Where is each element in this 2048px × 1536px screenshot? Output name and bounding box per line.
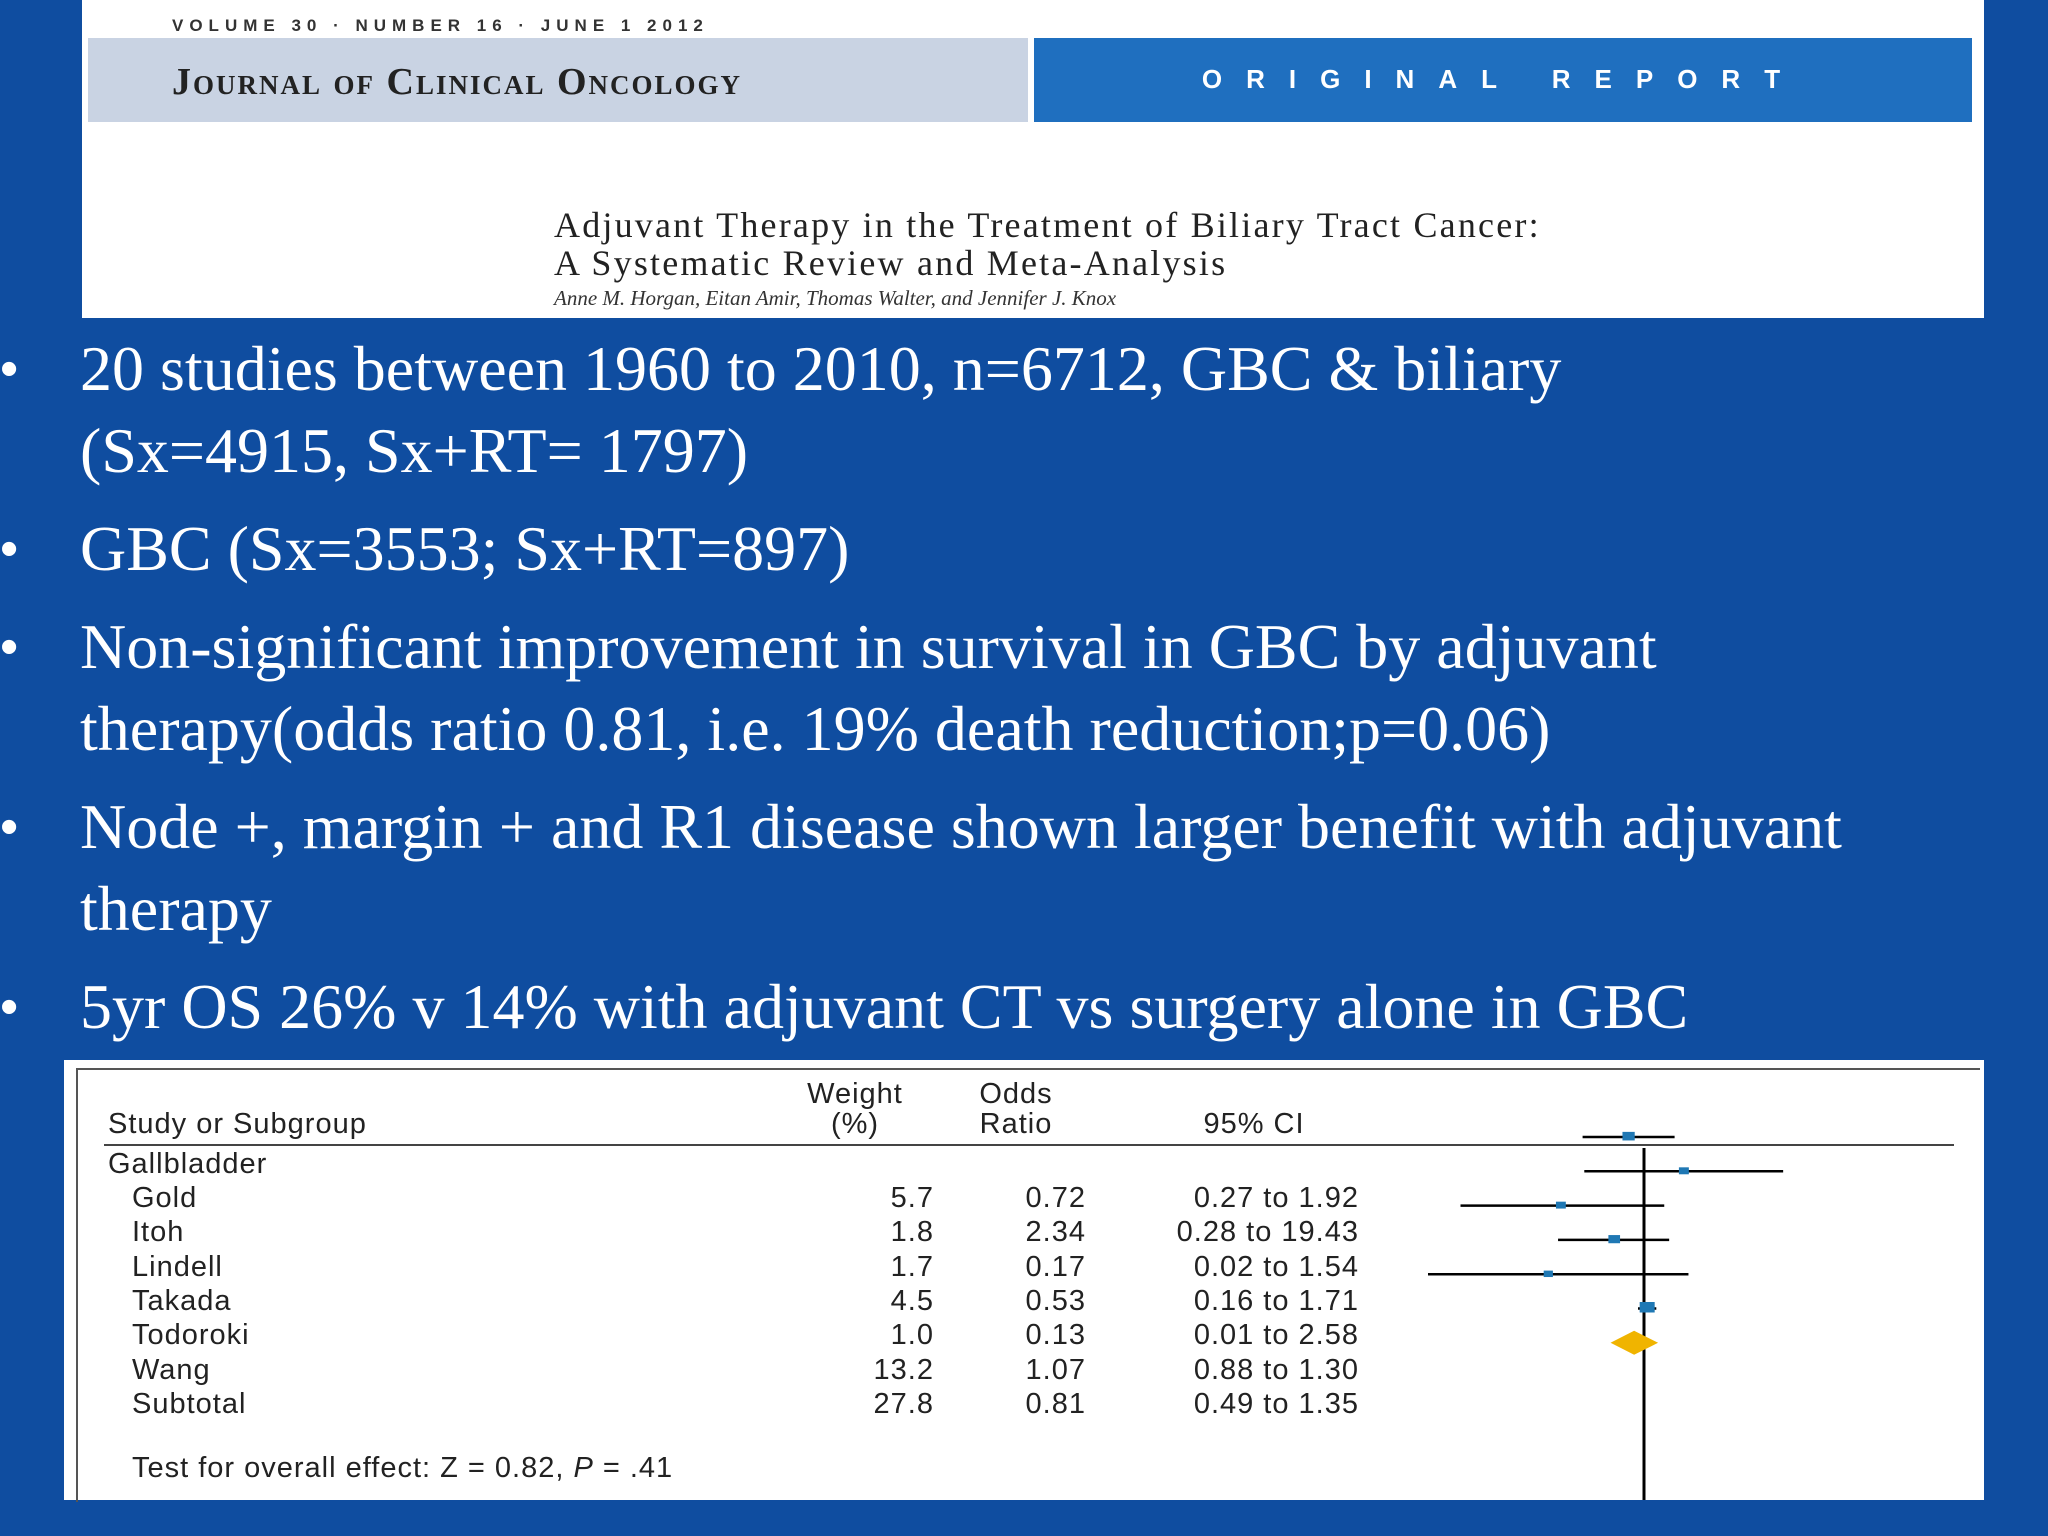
report-type-box xyxy=(1034,38,1972,122)
journal-volume-info: VOLUME 30 · NUMBER 16 · JUNE 1 2012 xyxy=(172,16,709,35)
row-weight: 27.8 xyxy=(873,1387,934,1420)
row-weight: 1.8 xyxy=(890,1216,934,1249)
row-study: Subtotal xyxy=(132,1387,247,1420)
report-type-label: ORIGINAL REPORT xyxy=(1201,64,1805,94)
bullet-item xyxy=(0,786,2048,950)
row-weight: 1.7 xyxy=(890,1250,934,1283)
row-study: Todoroki xyxy=(132,1319,250,1352)
row-odds-ratio: 0.53 xyxy=(1025,1284,1086,1317)
point-estimate-square xyxy=(1556,1202,1566,1209)
row-ci: 0.88 to 1.30 xyxy=(1193,1353,1359,1386)
bullet-icon: • xyxy=(0,618,19,676)
header-weight-line-1: Weight xyxy=(807,1078,903,1110)
row-odds-ratio: 0.72 xyxy=(1025,1182,1086,1214)
bullet-list xyxy=(0,328,2048,1064)
forest-plot-image xyxy=(64,1060,1984,1500)
bullet-item xyxy=(0,966,2048,1048)
bullet-icon: • xyxy=(0,978,19,1036)
bullet-text-line-1: Node +, margin + and R1 disease shown larger benefit with adjuvant xyxy=(80,791,1842,862)
article-title-line-1: Adjuvant Therapy in the Treatment of Biliary Tract Cancer: xyxy=(554,205,1541,245)
row-study: Takada xyxy=(132,1284,232,1317)
bullet-text-line-1: Non-significant improvement in survival in GBC by adjuvant xyxy=(80,611,1657,682)
bullet-item xyxy=(0,328,2048,492)
journal-name-box xyxy=(88,38,1028,122)
journal-band xyxy=(88,38,1972,122)
point-estimate-square xyxy=(1608,1235,1620,1243)
row-ci: 0.01 to 2.58 xyxy=(1193,1319,1359,1352)
row-odds-ratio: 1.07 xyxy=(1025,1353,1086,1386)
header-odds-ratio-line-2: Ratio xyxy=(979,1108,1053,1140)
article-authors: Anne M. Horgan, Eitan Amir, Thomas Walter, and Jennifer J. Knox xyxy=(554,286,1117,310)
header-odds-ratio-line-1: Odds xyxy=(979,1078,1053,1110)
point-estimate-square xyxy=(1544,1271,1553,1277)
group-label: Gallbladder xyxy=(108,1148,268,1180)
bullet-icon: • xyxy=(0,340,19,398)
row-odds-ratio: 0.17 xyxy=(1025,1250,1086,1283)
row-ci: 0.49 to 1.35 xyxy=(1193,1387,1359,1420)
row-ci: 0.28 to 19.43 xyxy=(1176,1216,1359,1249)
bullet-item xyxy=(0,606,2048,770)
bullet-item xyxy=(0,508,2048,590)
row-study: Itoh xyxy=(132,1216,185,1249)
row-weight: 1.0 xyxy=(890,1319,934,1352)
article-title-line-2: A Systematic Review and Meta-Analysis xyxy=(554,243,1228,283)
article-title xyxy=(554,206,1974,282)
journal-header-image xyxy=(82,0,1984,318)
point-estimate-square xyxy=(1622,1132,1634,1141)
row-study: Lindell xyxy=(132,1250,223,1283)
row-odds-ratio: 2.34 xyxy=(1025,1216,1086,1249)
row-odds-ratio: 0.13 xyxy=(1025,1319,1086,1352)
bullet-text-line-2: therapy(odds ratio 0.81, i.e. 19% death reduction;p=0.06) xyxy=(80,693,1551,764)
bullet-text-line-1: 5yr OS 26% v 14% with adjuvant CT vs surgery alone in GBC xyxy=(80,971,1689,1042)
bullet-text-line-1: GBC (Sx=3553; Sx+RT=897) xyxy=(80,513,850,584)
header-ci: 95% CI xyxy=(1203,1108,1305,1140)
row-weight: 13.2 xyxy=(873,1353,934,1386)
row-ci: 0.02 to 1.54 xyxy=(1193,1250,1359,1283)
header-study: Study or Subgroup xyxy=(108,1108,367,1140)
bullet-icon: • xyxy=(0,798,19,856)
bullet-text-line-2: therapy xyxy=(80,873,272,944)
bullet-text-line-2: (Sx=4915, Sx+RT= 1797) xyxy=(80,415,749,486)
row-weight: 5.7 xyxy=(890,1182,934,1214)
point-estimate-square xyxy=(1679,1167,1689,1174)
row-weight: 4.5 xyxy=(890,1284,934,1317)
row-study: Wang xyxy=(132,1353,211,1386)
bullet-text-line-1: 20 studies between 1960 to 2010, n=6712, GBC & biliary xyxy=(80,333,1562,404)
row-ci: 0.27 to 1.92 xyxy=(1193,1182,1359,1214)
row-ci: 0.16 to 1.71 xyxy=(1193,1284,1359,1317)
overall-effect-test: Test for overall effect: Z = 0.82, P = .41 xyxy=(132,1452,674,1484)
forest-plot-graphic xyxy=(64,1060,1984,1500)
journal-name: Journal of Clinical Oncology xyxy=(172,61,743,103)
bullet-icon: • xyxy=(0,520,19,578)
header-weight-line-2: (%) xyxy=(830,1108,880,1140)
row-study: Gold xyxy=(132,1182,198,1214)
point-estimate-square xyxy=(1640,1302,1655,1312)
row-odds-ratio: 0.81 xyxy=(1025,1387,1086,1420)
subtotal-diamond xyxy=(1611,1331,1659,1355)
